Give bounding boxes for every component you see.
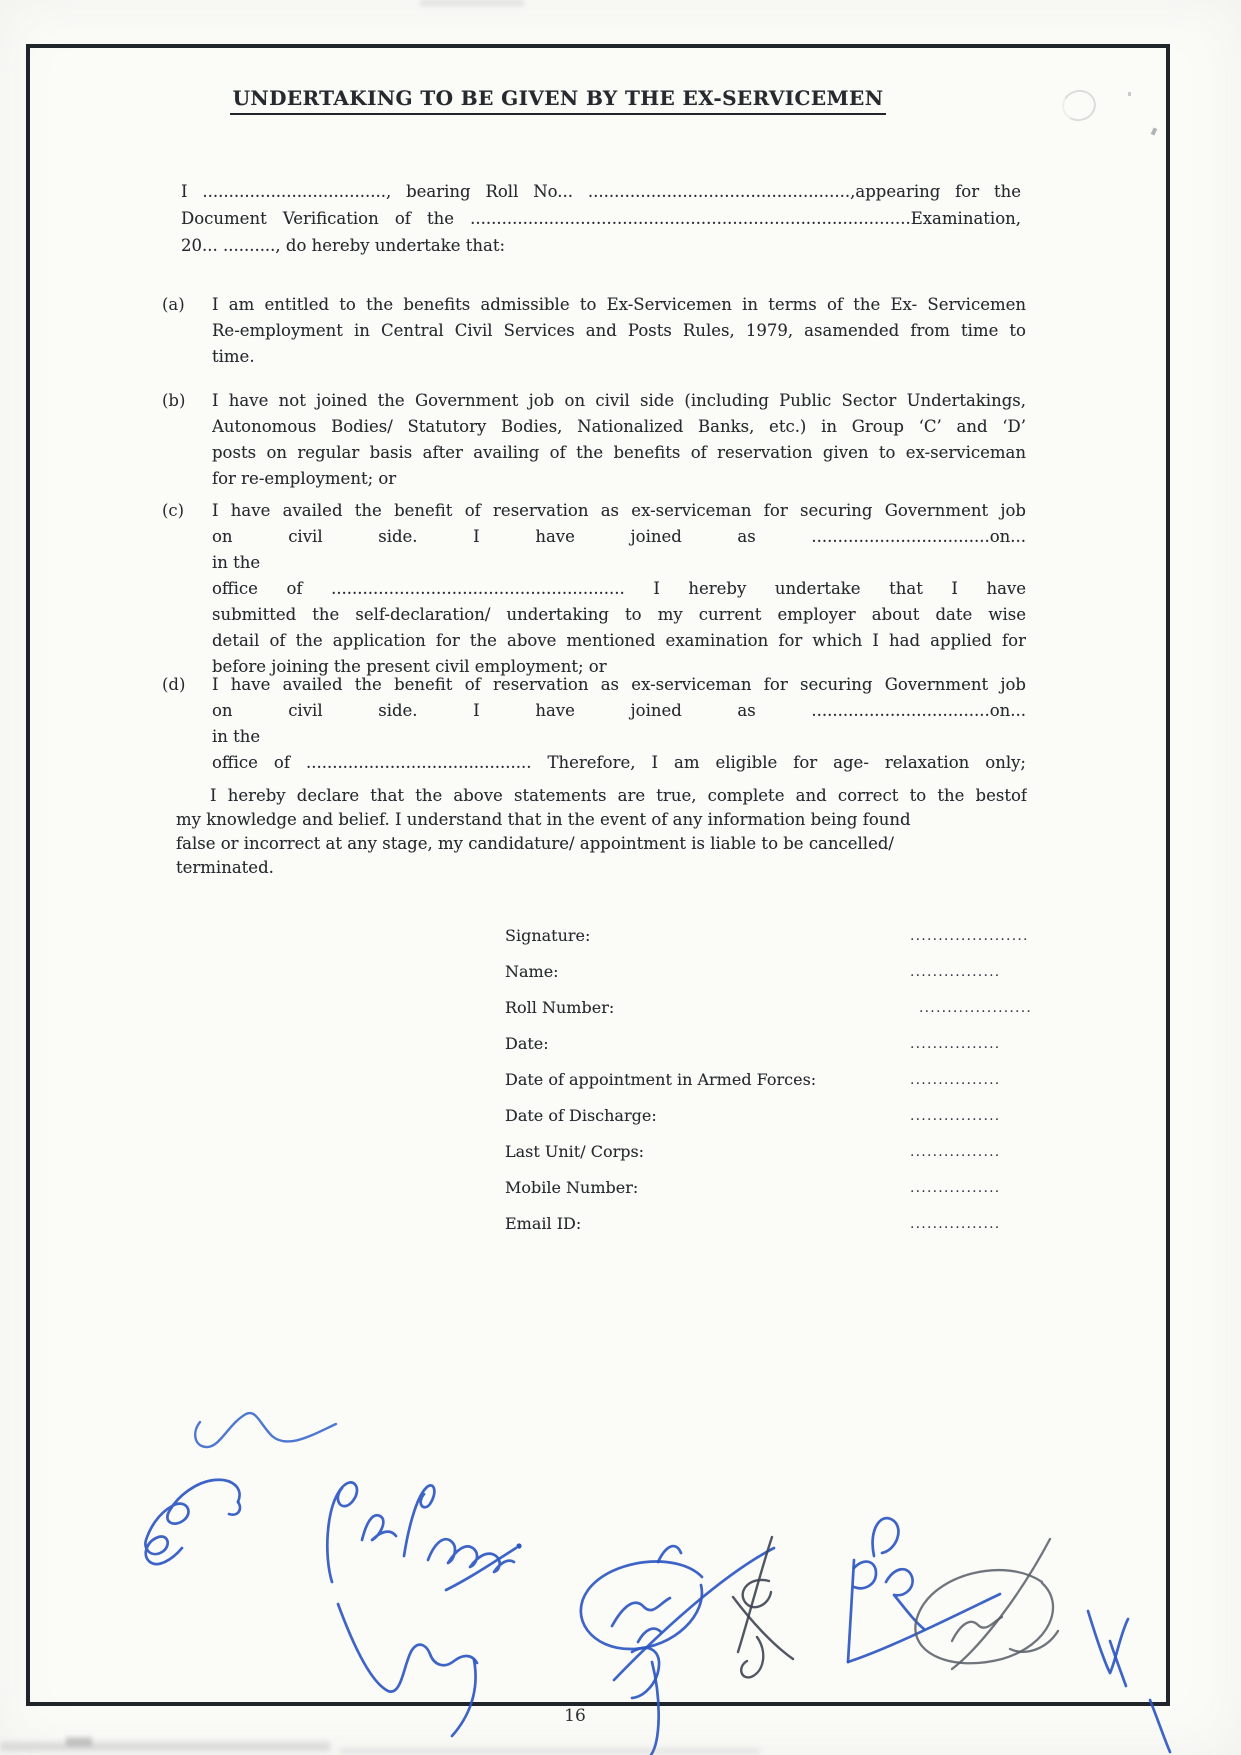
signature-vv-mark xyxy=(1088,1611,1128,1686)
clause-b-line: for re-employment; or xyxy=(212,469,397,488)
field-label: Roll Number: xyxy=(505,998,615,1017)
signature-wavy-line xyxy=(195,1413,336,1447)
clause-c-line: on civil side. I have joined as ..................................on... xyxy=(212,527,1026,546)
declaration-line: I hereby declare that the above statements are true, complete and correct to the bestof xyxy=(210,786,1027,805)
signature-pr xyxy=(848,1518,1000,1662)
signature-dark-scribble xyxy=(733,1537,793,1677)
clause-a xyxy=(162,292,1026,370)
clause-d-line: office of ........................................... Therefore, I am eligible for age- relaxation only; xyxy=(212,753,1026,772)
clause-a-line: time. xyxy=(212,347,255,366)
clause-d-line: in the xyxy=(212,727,261,746)
declaration-line: my knowledge and belief. I understand that in the event of any information being found xyxy=(176,810,911,829)
field-dotted-line: ..................... xyxy=(910,928,1029,944)
clause-c-line: submitted the self-declaration/ undertaking to my current employer about date wise xyxy=(212,605,1026,624)
field-row-signature xyxy=(505,918,1065,954)
field-label: Mobile Number: xyxy=(505,1178,639,1197)
clause-c-tag: (c) xyxy=(162,501,185,520)
signature-encircled xyxy=(581,1546,774,1680)
clause-b-line: posts on regular basis after availing of the benefits of reservation given to ex-serviceman xyxy=(212,443,1026,462)
title-row xyxy=(0,86,1116,115)
clause-b-line: Autonomous Bodies/ Statutory Bodies, Nationalized Banks, etc.) in Group ‘C’ and ‘D’ xyxy=(212,417,1026,436)
field-label: Date of appointment in Armed Forces: xyxy=(505,1070,817,1089)
clause-c xyxy=(162,498,1026,680)
field-row-date xyxy=(505,1026,1065,1062)
signature-voy xyxy=(338,1604,477,1736)
signature-grey-oval xyxy=(915,1539,1058,1669)
field-row-roll-number xyxy=(505,990,1065,1026)
signature-corner-stroke xyxy=(1150,1700,1170,1752)
clause-b-line: I have not joined the Government job on civil side (including Public Sector Undertakings, xyxy=(212,391,1026,410)
signature-st-thomas xyxy=(327,1482,521,1590)
field-row-appointment-date xyxy=(505,1062,1065,1098)
declaration-line: false or incorrect at any stage, my candidature/ appointment is liable to be cancelled/ xyxy=(176,834,894,853)
signature-fields-block xyxy=(505,918,1065,1242)
field-row-email-id xyxy=(505,1206,1065,1242)
field-dotted-line: .................... xyxy=(919,1000,1033,1016)
intro-line: I ..................................., bearing Roll No... ..................................................,appearing for the xyxy=(181,182,1021,201)
intro-paragraph xyxy=(181,178,1021,259)
field-label: Date of Discharge: xyxy=(505,1106,657,1125)
field-label: Date: xyxy=(505,1034,549,1053)
clause-d-line: on civil side. I have joined as ..................................on... xyxy=(212,701,1026,720)
scan-smudge-bottom xyxy=(66,1737,92,1746)
clause-c-line: in the xyxy=(212,553,261,572)
clause-a-line: Re-employment in Central Civil Services and Posts Rules, 1979, asamended from time to xyxy=(212,321,1026,340)
clause-d-tag: (d) xyxy=(162,675,186,694)
clause-c-line: detail of the application for the above mentioned examination for which I had applied for xyxy=(212,631,1026,650)
clause-b xyxy=(162,388,1026,492)
field-dotted-line: ................ xyxy=(910,1108,1001,1124)
field-dotted-line: ................ xyxy=(910,1036,1001,1052)
declaration-line: terminated. xyxy=(176,858,274,877)
scan-speck xyxy=(1128,92,1131,96)
document-title: UNDERTAKING TO BE GIVEN BY THE EX-SERVICEMEN xyxy=(230,86,887,115)
intro-line: 20... .........., do hereby undertake that: xyxy=(181,236,506,255)
clause-d xyxy=(162,672,1026,776)
scan-smudge-bottom xyxy=(340,1748,760,1754)
clause-b-tag: (b) xyxy=(162,391,186,410)
signature-j-descender xyxy=(632,1629,661,1755)
signature-loop-scribble xyxy=(145,1480,240,1564)
page-number: 16 xyxy=(564,1706,586,1726)
clause-a-tag: (a) xyxy=(162,295,185,314)
clause-d-line: I have availed the benefit of reservation as ex-serviceman for securing Government job xyxy=(212,675,1026,694)
scan-smudge-top xyxy=(420,0,524,6)
field-dotted-line: ................ xyxy=(910,1180,1001,1196)
field-dotted-line: ................ xyxy=(910,1144,1001,1160)
intro-line: Document Verification of the ....................................................................................Examination, xyxy=(181,209,1021,228)
scan-smudge-bottom xyxy=(0,1742,330,1751)
field-dotted-line: ................ xyxy=(910,1072,1001,1088)
clause-c-line: office of ........................................................ I hereby undertake that I have xyxy=(212,579,1026,598)
field-row-mobile-number xyxy=(505,1170,1065,1206)
clause-c-line: I have availed the benefit of reservation as ex-serviceman for securing Government job xyxy=(212,501,1026,520)
field-row-last-unit xyxy=(505,1134,1065,1170)
field-label: Name: xyxy=(505,962,559,981)
scan-speck xyxy=(1151,127,1158,135)
field-label: Email ID: xyxy=(505,1214,582,1233)
field-dotted-line: ................ xyxy=(910,964,1001,980)
field-row-name xyxy=(505,954,1065,990)
field-label: Last Unit/ Corps: xyxy=(505,1142,645,1161)
field-row-discharge-date xyxy=(505,1098,1065,1134)
clause-a-line: I am entitled to the benefits admissible to Ex-Servicemen in terms of the Ex- Servicemen xyxy=(212,295,1026,314)
declaration-paragraph xyxy=(176,784,1027,880)
field-dotted-line: ................ xyxy=(910,1216,1001,1232)
field-label: Signature: xyxy=(505,926,591,945)
clause-c-line: before joining the present civil employment; or xyxy=(212,657,607,676)
